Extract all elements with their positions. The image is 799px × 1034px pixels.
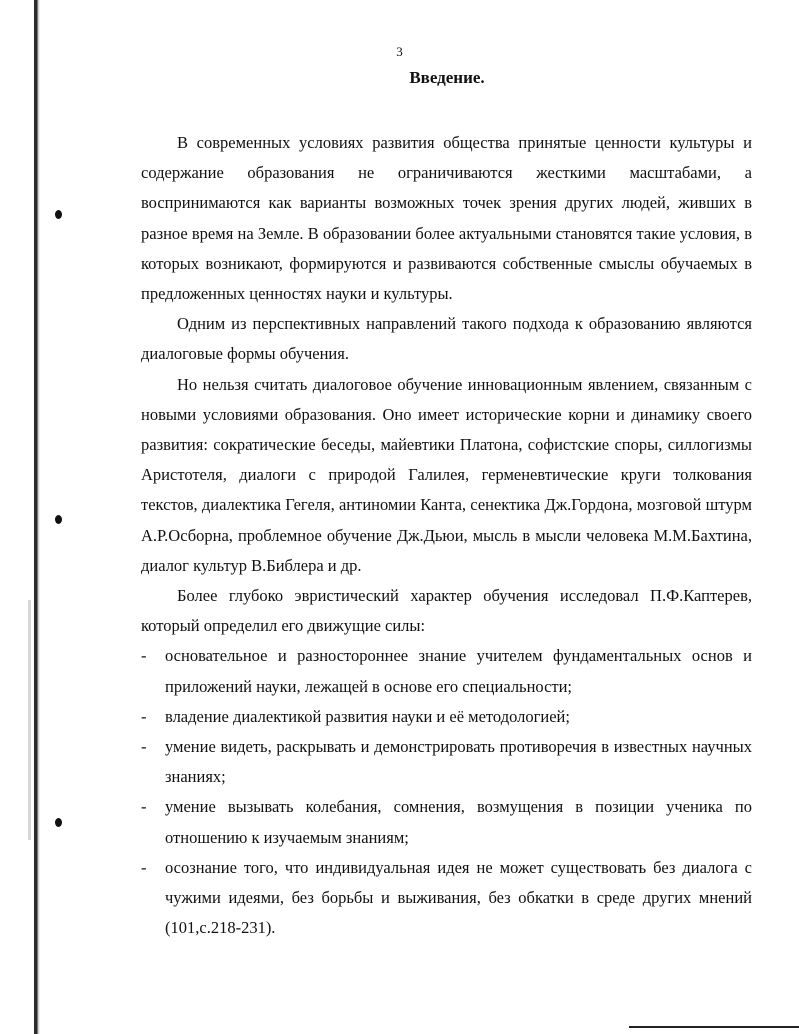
punch-hole-mark <box>55 210 62 219</box>
scan-binding-shadow <box>28 600 31 840</box>
paragraph-history: Но нельзя считать диалоговое обучение инновационным явлением, связанным с новыми условиями образования. Оно имеет исторические корни и динамику своего развития: сократические беседы, майевтики Платона, софистские споры, силлогизмы Аристотеля, диалоги с природой Галилея, герменевтические круги толкования текстов, диалектика Гегеля, антиномии Канта, сенектика Дж.Гордона, мозговой штурм А.Р.Осборна, проблемное обучение Дж.Дьюи, мысль в мысли человека М.М.Бахтина, диалог культур В.Библера и др. <box>141 374 752 575</box>
scan-binding-edge <box>34 0 40 1034</box>
scan-bottom-line <box>629 1026 799 1028</box>
list-item: - владение диалектикой развития науки и её методологией; <box>141 702 752 732</box>
punch-hole-mark <box>55 818 62 827</box>
driving-forces-list <box>141 641 752 943</box>
punch-hole-mark <box>55 515 62 524</box>
paragraph-kapterev: Более глубоко эвристический характер обучения исследовал П.Ф.Каптерев, который определил его движущие силы: <box>141 586 752 636</box>
list-item: - умение вызывать колебания, сомнения, возмущения в позиции ученика по отношению к изучаемым знаниям; <box>141 792 752 852</box>
list-item: - осознание того, что индивидуальная идея не может существовать без диалога с чужими идеями, без борьбы и выживания, без обкатки в среде других мнений (101,с.218-231). <box>141 853 752 944</box>
paragraph-dialog-forms: Одним из перспективных направлений такого подхода к образованию являются диалоговые формы обучения. <box>141 314 752 364</box>
page-number: 3 <box>396 44 403 59</box>
list-item: - умение видеть, раскрывать и демонстрировать противоречия в известных научных знаниях; <box>141 732 752 792</box>
document-body <box>141 128 752 943</box>
paragraph-intro: В современных условиях развития общества принятые ценности культуры и содержание образования не ограничиваются жесткими масштабами, а воспринимаются как варианты возможных точек зрения других людей, живших в разное время на Земле. В образовании более актуальными становятся такие условия, в которых возникают, формируются и развиваются собственные смыслы обучаемых в предложенных ценностях науки и культуры. <box>141 133 752 304</box>
list-item: - основательное и разностороннее знание учителем фундаментальных основ и приложений науки, лежащей в основе его специальности; <box>141 641 752 701</box>
page-title: Введение. <box>409 68 485 87</box>
